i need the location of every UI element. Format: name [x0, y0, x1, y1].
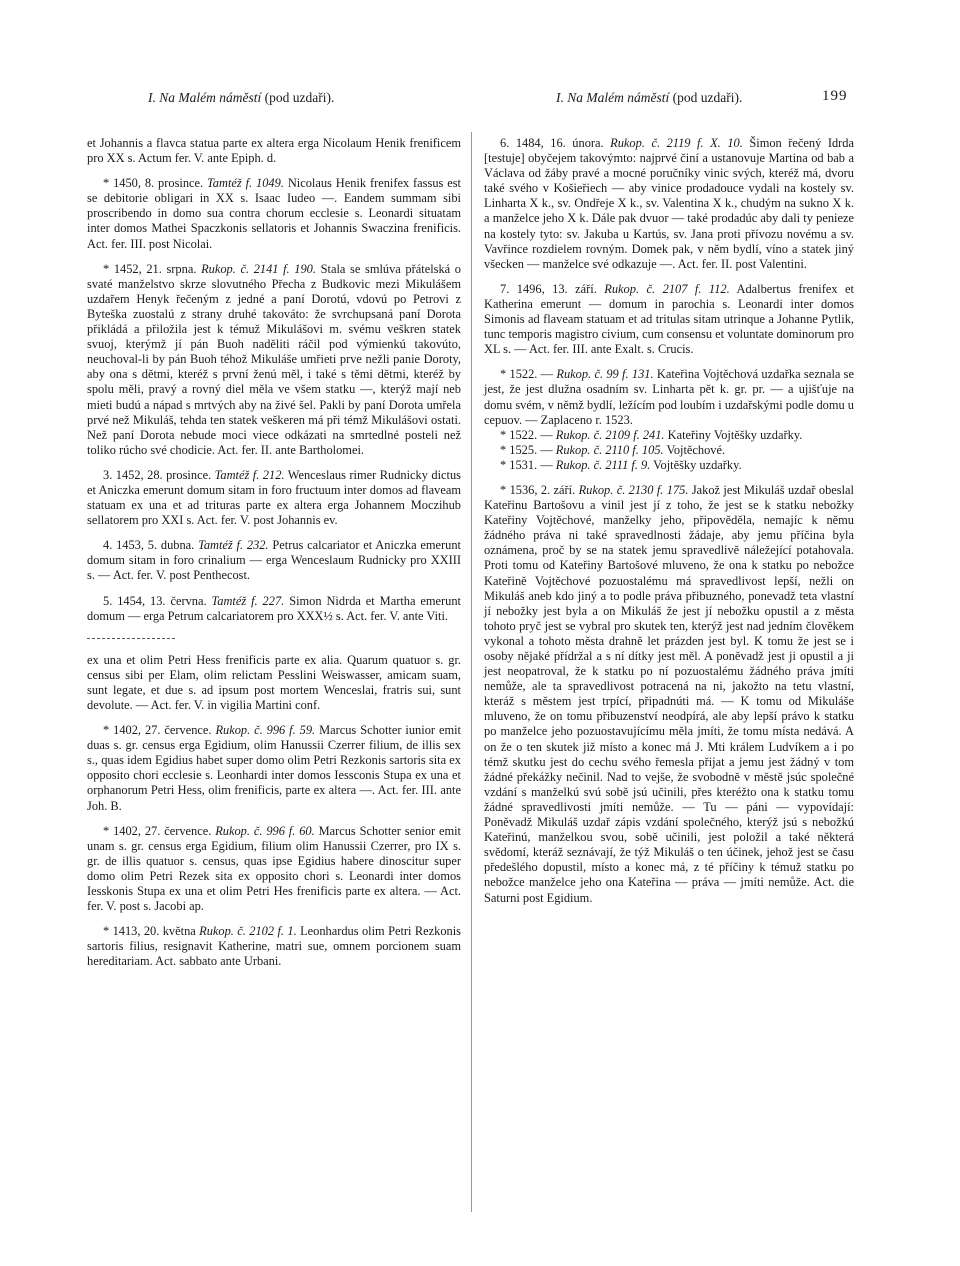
entry-paragraph — [87, 136, 461, 166]
entry-date: 5. 1454, 13. června. — [103, 593, 207, 608]
entry-source: Tamtéž f. 227. — [211, 593, 285, 608]
entry-text: Leonhardus olim Petri Rezkonis sartoris filius, resignavit Katherine, matri sue, omnem porcionem suam hereditariam. Act. sabbato ante Urbani. — [87, 924, 461, 969]
entry-paragraph — [484, 282, 854, 357]
entry-date: 4. 1453, 5. dubna. — [103, 538, 195, 553]
entry-text: Šimon řečený Idrda [testuje] obyčejem takovýmto: najprvé činí a ustanovuje Martina od bab a Václava od žáby pravé a mocné poručníky vinic svých, kteréž má, dvoru také svého v Košieřiech — aby vinice prodadouce vydali na kostely sv. Linharta X k., sv. Ondřeje X k., sv. Valentina X k., chudým na sukno X k. a manželce jeho X k. Dále pak dvuor — také prodadúc aby dali ty penieze na kostely tyto: sv. Jakuba u Kartús, sv. Jana proti přívozu novému a sv. Vavřince rozdielem rovným. Domek pak, v něm bydlí, víno a statek jiný všecken — manželce své odkazuje —. Act. fer. II. post Valentini. — [484, 136, 854, 271]
running-header — [0, 90, 960, 114]
entry-source: Rukop. č. 2119 f. X. 10. — [610, 136, 743, 150]
entry-date: * 1413, 20. května — [103, 924, 196, 939]
page-number: 199 — [822, 88, 848, 104]
entry-source: Rukop. č. 2130 f. 175. — [578, 482, 689, 497]
entry-text: Vojtěšky uzdařky. — [653, 457, 742, 472]
entry-source: Rukop. č. 2111 f. 9. — [555, 457, 651, 472]
entry-date: * 1531. — — [500, 457, 553, 472]
entry-text: Wenceslaus rimer Rudnicky dictus et Aniczka emerunt domum sitam in foro fructuum inter domos ad flaveam statuam ex una et ad trituras parte ex altera erga Johannem Moczihub sellatorem pro XXI s. Act. fer. V. post Johannis ev. — [87, 467, 461, 528]
entry-source: Rukop. č. 2110 f. 105. — [555, 442, 664, 457]
header-right: I. Na Malém náměstí (pod uzdaři). — [556, 90, 743, 105]
entry-source: Tamtéž f. 212. — [214, 467, 285, 482]
entry-date: 6. 1484, 16. února. — [500, 136, 604, 150]
right-column — [484, 136, 854, 916]
entry-source: Rukop. č. 996 f. 59. — [215, 723, 316, 738]
entry-date: * 1536, 2. září. — [500, 482, 576, 497]
entry-text: et Johannis a flavca statua parte ex altera erga Nicolaum Henik frenificem pro XX s. Actum fer. V. ante Epiph. d. — [87, 136, 461, 166]
entry-date: * 1522. — — [500, 427, 553, 442]
entry-text: ex una et olim Petri Hess frenificis parte ex alia. Quarum quatuor s. gr. census sibi per Elam, olim relictam Pesslini Weiswasser, amicam suam, sunt legate, et due s. ad ipsum post mortem Wenceslai, fratris sui, sunt devolute. — Act. fer. V. in vigilia Martini conf. — [87, 652, 461, 712]
entry-text: Marcus Schotter senior emit unam s. gr. census erga Egidium, filium olim Hanussii Czerrer, pro IX s. gr. de illis quatuor s. census, quas ipse Egidius habere dinoscitur super domo olim Petri Rezek sita ex opposito chori s. Leonardi inter domos Iesskonis Stupa ex una et olim Petri Hes frenificis parte ex altera. — Act. fer. V. post s. Jacobi ap. — [87, 823, 461, 914]
entry-date: * 1450, 8. prosince. — [103, 176, 204, 191]
entry-date: 3. 1452, 28. prosince. — [103, 467, 212, 482]
entry-text: Petrus calcariator et Aniczka emerunt domum sitam in foro crinalium — erga Wenceslaum Rudnicky pro XXIII s. — Act. fer. V. post Penthecost. — [87, 538, 461, 583]
entry-text: Stala se smlúva přátelská o svaté manželstvo skrze slovutného Přecha z Budkovic mezi Mikulášem uzdařem Henyk řečeným z jedné a paní Dorotú, vdovú po Petrovi z Byteška zuostalú z strany druhé takováto: že svrchupsaná paní Dorota přikládá a přiložila jest k témuž Mikulášovi m. svému veškren statek svuoj, kterýmž jí pán Buoh naděliti ráčil pod výmienkú takovúto, neuchoval-li by pán Buoh téhož Mikuláše umřieti prve nežli panie Doroty, aby ona s dětmi, kteréž s první ženú měl, i také s těmi dětmi, kteréž by spolu měli, pravý a rovný diel měla ve všem statku —, kterýž mají neb mieti budú a nápad s mrtvých aby na živé šel. Pakli by paní Dorota umřela prvé než Mikuláš, tehda ten statek veškeren má při témž Mikulášovi ostati. Než paní Dorota nebude moci viece odkázati na smrtedlné posteli než toliko rúcho své chodicie. Act. fer. II. ante Bartholomei. — [87, 261, 461, 457]
entry-date: * 1522. — — [500, 367, 554, 382]
entry-paragraph — [484, 458, 854, 473]
section-divider — [87, 638, 175, 639]
entry-date: * 1402, 27. července. — [103, 823, 212, 838]
entry-text: Simon Nidrda et Martha emerunt domum — erga Petrum calcariatorem pro XXX½ s. Act. fer. V. ante Viti. — [87, 593, 461, 623]
entry-text: Jakož jest Mikuláš uzdař obeslal Kateřinu Bartošovu a vinil jest jí z toho, že jest se k statku nebožky Kateřiny Vojtěchové, manželky jeho, připověděla, nemajíc k němu žádného práva ni také spravedlnosti žádaje, aby jemu příčina byla oznámena, proč by se na statek jemu spravedlivě náležející potahovala. Proti tomu od Kateřiny Bartošové mluveno, že ona k statku po nebožce Kateřině Vojtěchové pozuostalému má spravedlivost lepší, nežli on Mikuláš aneb kdo jiný a to podle práva přibuzného, ponevadž teta vlastní jí nebožky jest byla a on Mikuláš že jest jí nebožku opustil a z města tohoto pryč jest se vybral pro skutek ten, kterýž jest nad jedním člověkem vykonal a tohoto města drahně let prázden jest byl. K tomu že jest se i osoby nějaké přídržal a s ní dítky jest měl. A poněvadž jest ji opustil a ji jest neopatroval, že k statku po ní pozuostalému žádného práva jmíti nemůže, ale ta spravedlivost potracená na ni, jakožto na tetu vlastní, kteráž s městem jest trpící, připadnúti má. — K tomu od Mikuláše mluveno, že on tomu přibuzenství neodpírá, ale aby lepší právo k statku po manželce jeho pozuostavujícímu měla jmíti, že tomu místa nedává. A on že o ten skutek již místo a konec má J. Mti králem Ludvíkem a i po témž skutku jest do cechu svého řemesla přijat a jemu jest žádný v tom žádné překážky nečinil. Nad to vejše, že svobodně v městě jsúc společné vzdání s manželkú svú sobě jsú učinili, přes kteréžto ona k statku tomu žádné spravedlivosti jmíti nemůže. — Tu — páni — vypovídají: Poněvadž Mikuláš uzdař zápis vzdání společného, kterýž jsú s nebožkú Kateřinú, manželkou svou, sobě učinili, jest položil a také některá svědomí, kteráž seznávají, že týž Mikuláš o ten účinek, jehož jest se času předešlého dopustil, místo a konec má, z té příčiny k témuž statku po nebožce manželce jeho ona Kateřina — práva — jmíti nemůže. Act. die Saturni post Egidium. — [484, 482, 854, 905]
entry-paragraph — [87, 176, 461, 251]
entry-source: Rukop. č. 2141 f. 190. — [201, 261, 316, 276]
entry-paragraph — [87, 824, 461, 915]
entry-paragraph — [87, 468, 461, 528]
entry-paragraph — [87, 538, 461, 583]
entry-paragraph — [484, 136, 854, 272]
entry-source: Rukop. č. 99 f. 131. — [556, 367, 654, 382]
entry-date: * 1525. — — [500, 442, 553, 457]
entry-paragraph — [87, 594, 461, 624]
entry-paragraph — [484, 428, 854, 443]
entry-paragraph — [87, 723, 461, 814]
left-column — [87, 136, 461, 980]
entry-paragraph — [484, 367, 854, 427]
entry-text: Nicolaus Henik frenifex fassus est se debitorie obligari in XX s. Isaac Iudeo —. Eandem summam sibi proscribendo in domo sua contra chorum ecclesie s. Leonardi situatam inter domos Mathei Spaczkonis sellatoris et Johannis Swaczina frenificis. Act. fer. III. post Nicolai. — [87, 176, 461, 251]
column-divider — [471, 132, 472, 1212]
entry-date: * 1402, 27. července. — [103, 723, 212, 738]
entry-text: Kateřiny Vojtěšky uzdařky. — [667, 427, 803, 442]
header-left: I. Na Malém náměstí (pod uzdaři). — [148, 90, 335, 105]
entry-source: Tamtéž f. 232. — [198, 538, 269, 553]
entry-paragraph — [87, 262, 461, 458]
entry-text: Kateřina Vojtěchová uzdařka seznala se jest, že jest dlužna osadním sv. Linharta pět k. gr. pr. — a ujišťuje na domu svém, v němž bydlí, ležícím pod loubím i uzdařskými podle domu u cepuov. — Zaplaceno r. 1523. — [484, 367, 855, 427]
entry-date: * 1452, 21. srpna. — [103, 261, 197, 276]
entry-paragraph — [484, 443, 854, 458]
entry-source: Rukop. č. 2109 f. 241. — [555, 427, 665, 442]
entry-paragraph — [87, 653, 461, 713]
entry-source: Rukop. č. 2107 f. 112. — [604, 281, 730, 296]
entry-source: Rukop. č. 2102 f. 1. — [199, 924, 297, 939]
entry-text: Adalbertus frenifex et Katherina emerunt — domum in parochia s. Leonardi inter domos Simonis ad flaveam statuam et ad tritulas sitam utrinque a Johanne Pytlik, tunc temporis magistro civium, cum consensu et voluntate dominorum pro XL s. — Act. fer. III. ante Exalt. s. Crucis. — [484, 281, 854, 357]
entry-text: Marcus Schotter iunior emit duas s. gr. census erga Egidium, olim Hanussii Czerrer filium, de illis sex s., quas idem Egidius habet super domo olim Petri Rezkonis sartoris sita ex opposito chori ecclesie s. Leonhardi inter domos Iessconis Stupa ex una et orphanorum Petri Hess, olim frenificis, parte ex altera —. Act. fer. III. ante Joh. B. — [87, 723, 461, 813]
entry-text: Vojtěchové. — [666, 442, 726, 457]
entry-paragraph — [484, 483, 854, 906]
entry-source: Rukop. č. 996 f. 60. — [215, 823, 315, 838]
entry-source: Tamtéž f. 1049. — [207, 176, 284, 191]
entry-paragraph — [87, 924, 461, 969]
entry-date: 7. 1496, 13. září. — [500, 281, 597, 296]
